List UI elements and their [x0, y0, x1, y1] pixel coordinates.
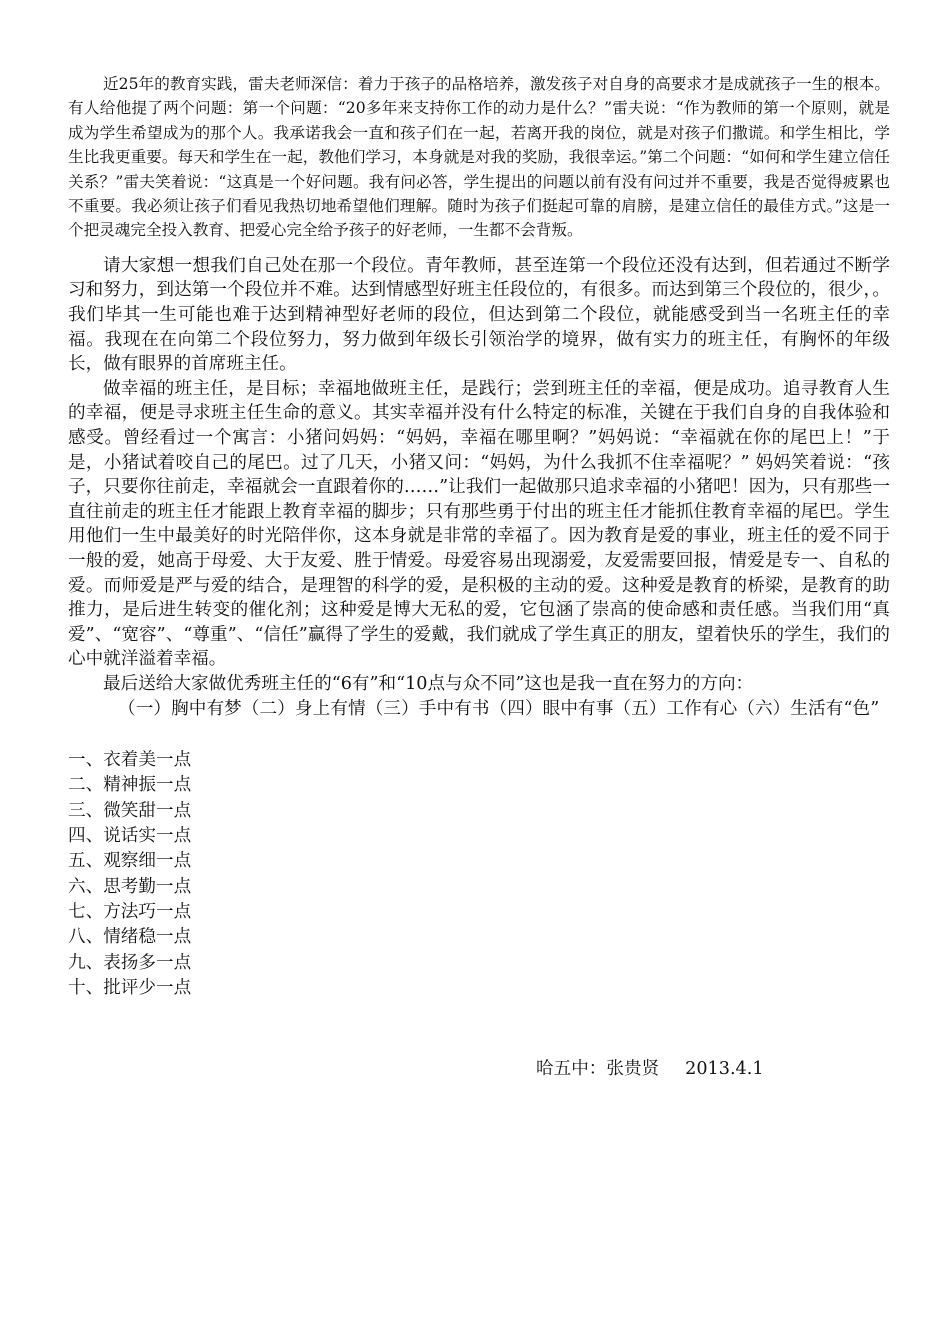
author-signature: 哈五中：张贵贤: [536, 1059, 660, 1079]
ten-points-list: [68, 748, 890, 1001]
list-item: 五、观察细一点: [68, 851, 192, 872]
paragraph-closing-intro: 最后送给大家做优秀班主任的“6有”和“10点与众不同”这也是我一直在努力的方向：: [103, 673, 754, 694]
document-body: [68, 72, 890, 1017]
paragraph-happiness: 做幸福的班主任，是目标；幸福地做班主任，是践行；尝到班主任的幸福，便是成功。追寻教育人生的幸福，便是寻求班主任生命的意义。其实幸福并没有什么特定的标准，关键在于我们自身的自我体验和感受。曾经看过一个寓言：小猪问妈妈：“妈妈，幸福在哪里啊？”妈妈说：“幸福就在你的尾巴上！”于是，小猪试着咬自己的尾巴。过了几天，小猪又问：“妈妈，为什么我抓不住幸福呢？” 妈妈笑着说：“孩子，只要你往前走，幸福就会一直跟着你的……”让我们一起做那只追求幸福的小猪吧！因为，只有那些一直往前走的班主任才能跟上教育幸福的脚步；只有那些勇于付出的班主任才能抓住教育幸福的尾巴。学生用他们一生中最美好的时光陪伴你，这本身就是非常的幸福了。因为教育是爱的事业，班主任的爱不同于一般的爱，她高于母爱、大于友爱、胜于情爱。母爱容易出现溺爱，友爱需要回报，情爱是专一、自私的爱。而师爱是严与爱的结合，是理智的科学的爱，是积极的主动的爱。这种爱是教育的桥梁，是教育的助推力，是后进生转变的催化剂；这种爱是博大无私的爱，它包涵了崇高的使命感和责任感。当我们用“真爱”、“宽容”、“尊重”、“信任”赢得了学生的爱戴，我们就成了学生真正的朋友，望着快乐的学生，我们的心中就洋溢着幸福。: [68, 378, 890, 670]
paragraph-levels: 请大家想一想我们自己处在那一个段位。青年教师，甚至连第一个段位还没有达到，但若通过不断学习和努力，到达第一个段位并不难。达到情感型好班主任段位的，有很多。而达到第三个段位的，很少，。我们毕其一生可能也难于达到精神型好老师的段位，但达到第二个段位，就能感受到当一名班主任的幸福。我现在在向第二个段位努力，努力做到年级长引领治学的境界，做有实力的班主任，有胸怀的年级长，做有眼界的首席班主任。: [68, 255, 890, 375]
list-item: 一、衣着美一点: [68, 750, 192, 771]
list-item: 二、精神振一点: [68, 775, 192, 796]
signature-date: 2013.4.1: [685, 1059, 764, 1079]
list-item: 七、方法巧一点: [68, 901, 192, 922]
list-item: 十、批评少一点: [68, 977, 192, 998]
list-item: 八、情绪稳一点: [68, 927, 192, 948]
list-item: 九、表扬多一点: [68, 952, 192, 973]
list-item: 四、说话实一点: [68, 826, 192, 847]
six-have-line: （一）胸中有梦（二）身上有情（三）手中有书（四）眼中有事（五）工作有心（六）生活有“色”: [118, 698, 880, 719]
paragraph-rafe-teacher: 近25年的教育实践，雷夫老师深信：着力于孩子的品格培养，激发孩子对自身的高要求才是成就孩子一生的根本。有人给他提了两个问题：第一个问题：“20多年来支持你工作的动力是什么？”雷夫说：“作为教师的第一个原则，就是成为学生希望成为的那个人。我承诺我会一直和孩子们在一起，若离开我的岗位，就是对孩子们撒谎。和学生相比，学生比我更重要。每天和学生在一起，教他们学习，本身就是对我的奖励，我很幸运。”第二个问题：“如何和学生建立信任关系？”雷夫笑着说：“这真是一个好问题。我有问必答，学生提出的问题以前有没有问过并不重要，我是否觉得疲累也不重要。我必须让孩子们看见我热切地希望他们理解。随时为孩子们挺起可靠的肩膀，是建立信任的最佳方式。”这是一个把灵魂完全投入教育、把爱心完全给予孩子的好老师，一生都不会背叛。: [68, 75, 890, 240]
signature-line: [536, 1055, 764, 1080]
list-item: 三、微笑甜一点: [68, 800, 192, 821]
list-item: 六、思考勤一点: [68, 876, 192, 897]
